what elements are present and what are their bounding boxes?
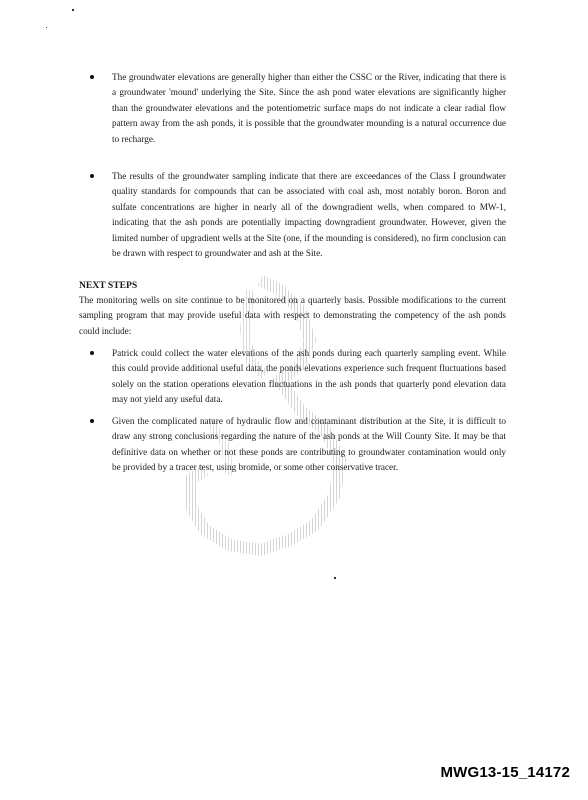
section-paragraph: The monitoring wells on site continue to be monitored on a quarterly basis. Possible modifications to the current sampling program that may provide useful data with respect to demonstrating the competency of the ash ponds could include: (79, 295, 506, 336)
bullet-item (90, 169, 506, 261)
section-heading: NEXT STEPS (79, 280, 138, 291)
bullet-dot-icon (90, 174, 94, 178)
bullet-item (90, 414, 506, 476)
bullet-text: The groundwater elevations are generally higher than either the CSSC or the River, indicating that there is a groundwater 'mound' underlying the Site. Since the ash pond water elevations are significantly higher than the groundwater elevations and the potentiometric surface maps do not indicate a clear radial flow pattern away from the ash ponds, it is possible that the groundwater mounding is a natural occurrence due to recharge. (112, 72, 506, 144)
bullet-item (90, 346, 506, 408)
scan-speck (334, 577, 336, 579)
bullet-text: Patrick could collect the water elevations of the ash ponds during each quarterly sampling event. While this could provide additional useful data, the ponds elevations experience such frequent fluctuations based solely on the station operations elevation fluctuations in the ash ponds that quarterly pond elevation data may not yield any useful data. (112, 348, 506, 405)
bullet-dot-icon (90, 75, 94, 79)
bullet-dot-icon (90, 419, 94, 423)
scan-speck (72, 9, 74, 11)
bullet-dot-icon (90, 351, 94, 355)
document-id: MWG13-15_14172 (440, 764, 570, 781)
bullet-text: Given the complicated nature of hydraulic flow and contaminant distribution at the Site, it is difficult to draw any strong conclusions regarding the nature of the ash ponds at the Will County Site. It may be that definitive data on whether or not these ponds are contributing to groundwater contamination would only be provided by a tracer test, using bromide, or some other conservative tracer. (112, 416, 506, 473)
bullet-item (90, 70, 506, 147)
scan-speck (46, 27, 47, 28)
bullet-text: The results of the groundwater sampling indicate that there are exceedances of the Class I groundwater quality standards for compounds that can be associated with coal ash, most notably boron. Boron and sulfate concentrations are higher in nearly all of the downgradient wells, when compared to MW-1, indicating that the ash ponds are potentially impacting downgradient groundwater. However, given the limited number of upgradient wells at the Site (one, if the mounding is considered), no firm conclusion can be drawn with respect to groundwater and ash at the Site. (112, 171, 506, 259)
